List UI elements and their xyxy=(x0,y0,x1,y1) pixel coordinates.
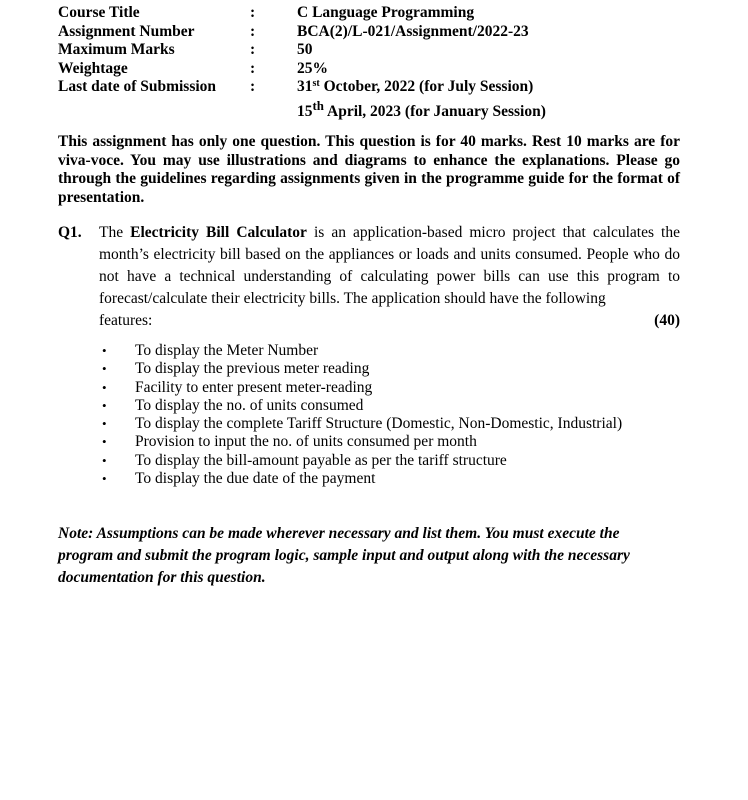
info-colon: : xyxy=(250,78,256,95)
feature-list xyxy=(101,342,622,488)
bullet-icon: • xyxy=(102,343,107,358)
info-value: 25% xyxy=(297,59,328,77)
list-item xyxy=(101,342,622,360)
info-value: 50 xyxy=(297,41,313,58)
list-item xyxy=(101,360,622,378)
bullet-icon: • xyxy=(102,361,107,377)
submission-date-january xyxy=(297,97,546,122)
info-label: Last date of Submission xyxy=(58,78,217,95)
list-item xyxy=(101,470,622,488)
info-colon: : xyxy=(250,22,256,40)
info-label: Course Title xyxy=(58,4,140,21)
list-item xyxy=(101,452,622,470)
feature-text: Facility to enter present meter-reading xyxy=(135,378,373,396)
feature-text: To display the previous meter reading xyxy=(135,360,370,378)
list-item xyxy=(101,379,622,397)
list-item xyxy=(101,433,622,451)
date-rest: April, 2023 (for January Session) xyxy=(323,102,546,120)
submission-date-july xyxy=(297,78,533,97)
info-value: C Language Programming xyxy=(297,4,475,21)
bullet-icon: • xyxy=(102,434,107,450)
date-ordinal: th xyxy=(312,97,324,113)
question-number: Q1. xyxy=(58,224,82,241)
bullet-icon: • xyxy=(102,471,107,487)
question-text-pre: The xyxy=(99,224,131,241)
feature-text: To display the Meter Number xyxy=(135,342,319,359)
list-item xyxy=(101,397,622,415)
bullet-icon: • xyxy=(102,379,107,395)
info-label: Weightage xyxy=(58,59,128,77)
note-paragraph: Note: Assumptions can be made wherever necessary and list them. You must execute the program and submit the program logic, sample input and output along with the necessary documentation for this question. xyxy=(58,525,630,586)
question-marks: (40) xyxy=(654,312,680,329)
feature-text: To display the complete Tariff Structure (Domestic, Non-Domestic, Industrial) xyxy=(135,415,623,433)
bullet-icon: • xyxy=(102,397,107,413)
feature-text: To display the no. of units consumed xyxy=(135,396,364,414)
info-colon: : xyxy=(250,59,256,77)
date-day: 15 xyxy=(297,102,313,120)
intro-paragraph: This assignment has only one question. This question is for 40 marks. Rest 10 marks are for viva-voce. You may use illustrations and diagrams to enhance the explanations. Please go through the guidelines regarding assignments given in the programme guide for the format of presentation. xyxy=(58,133,680,206)
feature-text: To display the due date of the payment xyxy=(135,470,376,488)
date-ordinal: st xyxy=(312,78,320,89)
info-label: Assignment Number xyxy=(58,22,195,40)
question-body xyxy=(99,222,680,332)
info-value: BCA(2)/L-021/Assignment/2022-23 xyxy=(297,22,529,40)
bullet-icon: • xyxy=(102,452,107,468)
info-label: Maximum Marks xyxy=(58,41,175,58)
feature-text: Provision to input the no. of units consumed per month xyxy=(135,433,477,451)
question-text: is an application-based micro project that calculates the month’s electricity bill based on the appliances or loads and units consumed. People who do not have a technical understanding of calculating power bills can use this program to forecast/calculate their electricity bills. The application should have the following xyxy=(99,224,680,307)
feature-text: To display the bill-amount payable as per the tariff structure xyxy=(135,451,507,469)
date-rest: October, 2022 (for July Session) xyxy=(319,78,534,95)
bullet-icon: • xyxy=(102,416,107,432)
date-day: 31 xyxy=(297,78,313,95)
info-colon: : xyxy=(250,4,256,21)
list-item xyxy=(101,415,622,433)
question-project-name: Electricity Bill Calculator xyxy=(130,224,307,241)
question-last-word: features: xyxy=(99,312,153,329)
question-last-line xyxy=(99,310,680,332)
info-colon: : xyxy=(250,41,256,58)
